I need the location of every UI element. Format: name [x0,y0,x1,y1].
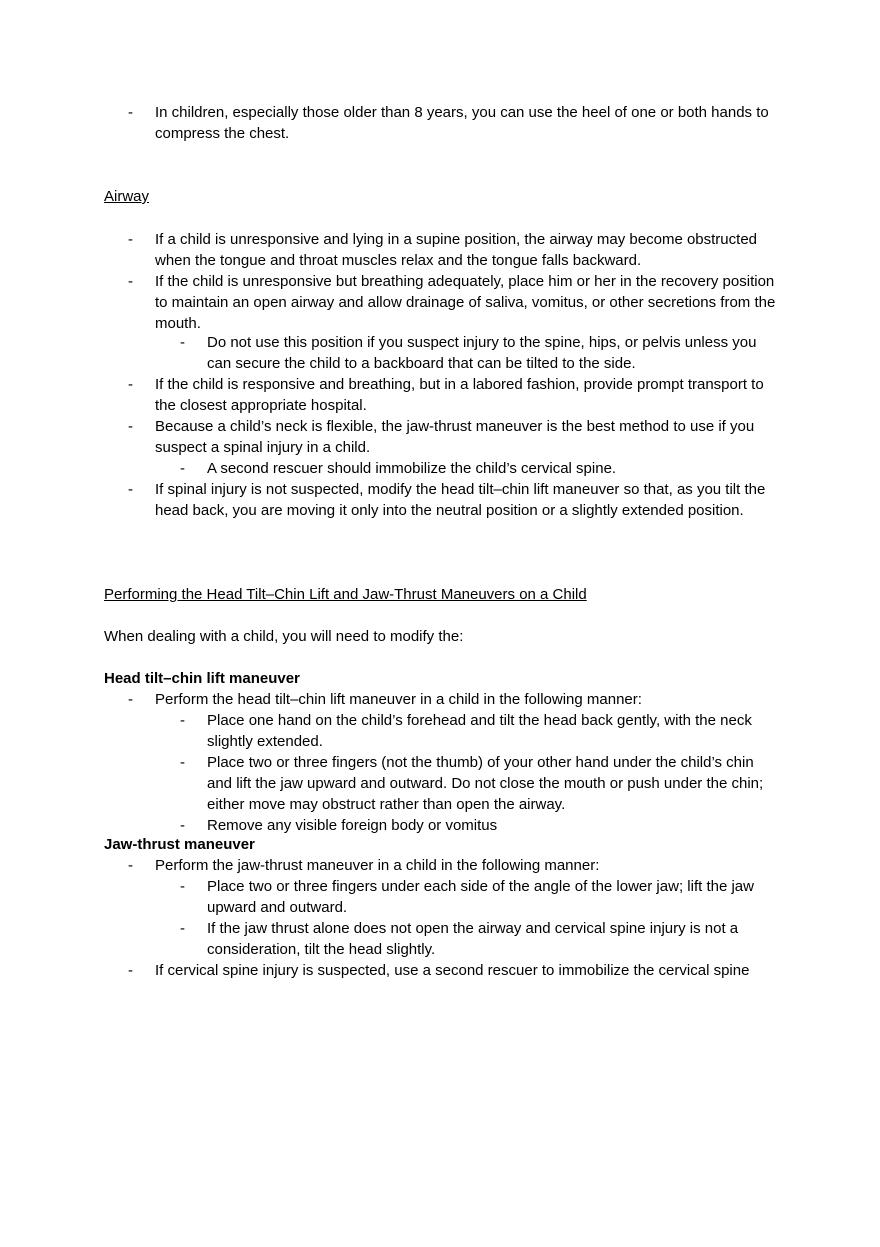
airway-list-1 [128,229,778,334]
maneuvers-heading: Performing the Head Tilt–Chin Lift and Jaw-Thrust Maneuvers on a Child [104,586,587,603]
jaw-thrust-title: Jaw-thrust maneuver [104,836,255,853]
dash-marker: - [180,817,185,834]
head-tilt-sublist [180,710,778,836]
jaw-thrust-step-1: Place two or three fingers under each side of the angle of the lower jaw; lift the jaw upward and outward. [207,878,754,916]
dash-marker: - [128,691,133,708]
dash-marker: - [128,104,133,121]
jaw-thrust-list-2 [128,960,778,981]
dash-marker: - [180,712,185,729]
dash-marker: - [128,273,133,290]
head-tilt-title: Head tilt–chin lift maneuver [104,670,300,687]
list-item [180,458,778,479]
airway-bullet-4: Because a child’s neck is flexible, the jaw-thrust maneuver is the best method to use if you suspect a spinal injury in a child. [155,418,755,456]
head-tilt-list [128,689,778,710]
list-item [128,960,778,981]
list-item [128,374,778,416]
maneuvers-intro: When dealing with a child, you will need to modify the: [104,628,464,645]
list-item [180,332,778,374]
dash-marker: - [180,878,185,895]
airway-heading: Airway [104,188,150,205]
list-item [128,479,778,521]
dash-marker: - [180,754,185,771]
dash-marker: - [128,962,133,979]
dash-marker: - [128,231,133,248]
airway-bullet-4-sub: A second rescuer should immobilize the child’s cervical spine. [207,460,617,477]
list-item [180,710,778,752]
airway-sublist-1 [180,332,778,374]
airway-bullet-1: If a child is unresponsive and lying in a supine position, the airway may become obstructed when the tongue and throat muscles relax and the tongue falls backward. [155,231,757,269]
airway-list-2 [128,374,778,458]
list-item [128,229,778,271]
list-item [180,752,778,815]
airway-list-3 [128,479,778,521]
head-tilt-step-3: Remove any visible foreign body or vomitus [207,817,498,834]
head-tilt-step-1: Place one hand on the child’s forehead and tilt the head back gently, with the neck slightly extended. [207,712,752,750]
airway-bullet-5: If spinal injury is not suspected, modify the head tilt–chin lift maneuver so that, as you tilt the head back, you are moving it only into the neutral position or a slightly extended position. [155,481,766,519]
dash-marker: - [180,920,185,937]
head-tilt-step-2: Place two or three fingers (not the thumb) of your other hand under the child’s chin and lift the jaw upward and outward. Do not close the mouth or push under the chin; either move may obstruct rather than open the airway. [207,754,764,813]
jaw-thrust-list [128,855,778,876]
airway-bullet-2-sub: Do not use this position if you suspect injury to the spine, hips, or pelvis unless you can secure the child to a backboard that can be tilted to the side. [207,334,757,372]
dash-marker: - [128,418,133,435]
dash-marker: - [128,857,133,874]
list-item [128,102,778,144]
airway-sublist-2 [180,458,778,479]
jaw-thrust-bullet-1: Perform the jaw-thrust maneuver in a child in the following manner: [155,857,600,874]
airway-bullet-2: If the child is unresponsive but breathing adequately, place him or her in the recovery position to maintain an open airway and allow drainage of saliva, vomitus, or other secretions from the mouth. [155,273,776,332]
airway-bullet-3: If the child is responsive and breathing, but in a labored fashion, provide prompt transport to the closest appropriate hospital. [155,376,764,414]
list-item [128,416,778,458]
jaw-thrust-step-2: If the jaw thrust alone does not open the airway and cervical spine injury is not a consideration, tilt the head slightly. [207,920,739,958]
dash-marker: - [128,481,133,498]
dash-marker: - [128,376,133,393]
jaw-thrust-bullet-2: If cervical spine injury is suspected, use a second rescuer to immobilize the cervical spine [155,962,750,979]
dash-marker: - [180,334,185,351]
list-item [180,918,778,960]
dash-marker: - [180,460,185,477]
list-item [128,855,778,876]
list-item [180,815,778,836]
list-item [128,271,778,334]
intro-list [128,102,778,144]
intro-bullet-text: In children, especially those older than 8 years, you can use the heel of one or both hands to compress the chest. [155,104,769,142]
list-item [180,876,778,918]
jaw-thrust-sublist [180,876,778,960]
head-tilt-bullet-1: Perform the head tilt–chin lift maneuver in a child in the following manner: [155,691,642,708]
list-item [128,689,778,710]
